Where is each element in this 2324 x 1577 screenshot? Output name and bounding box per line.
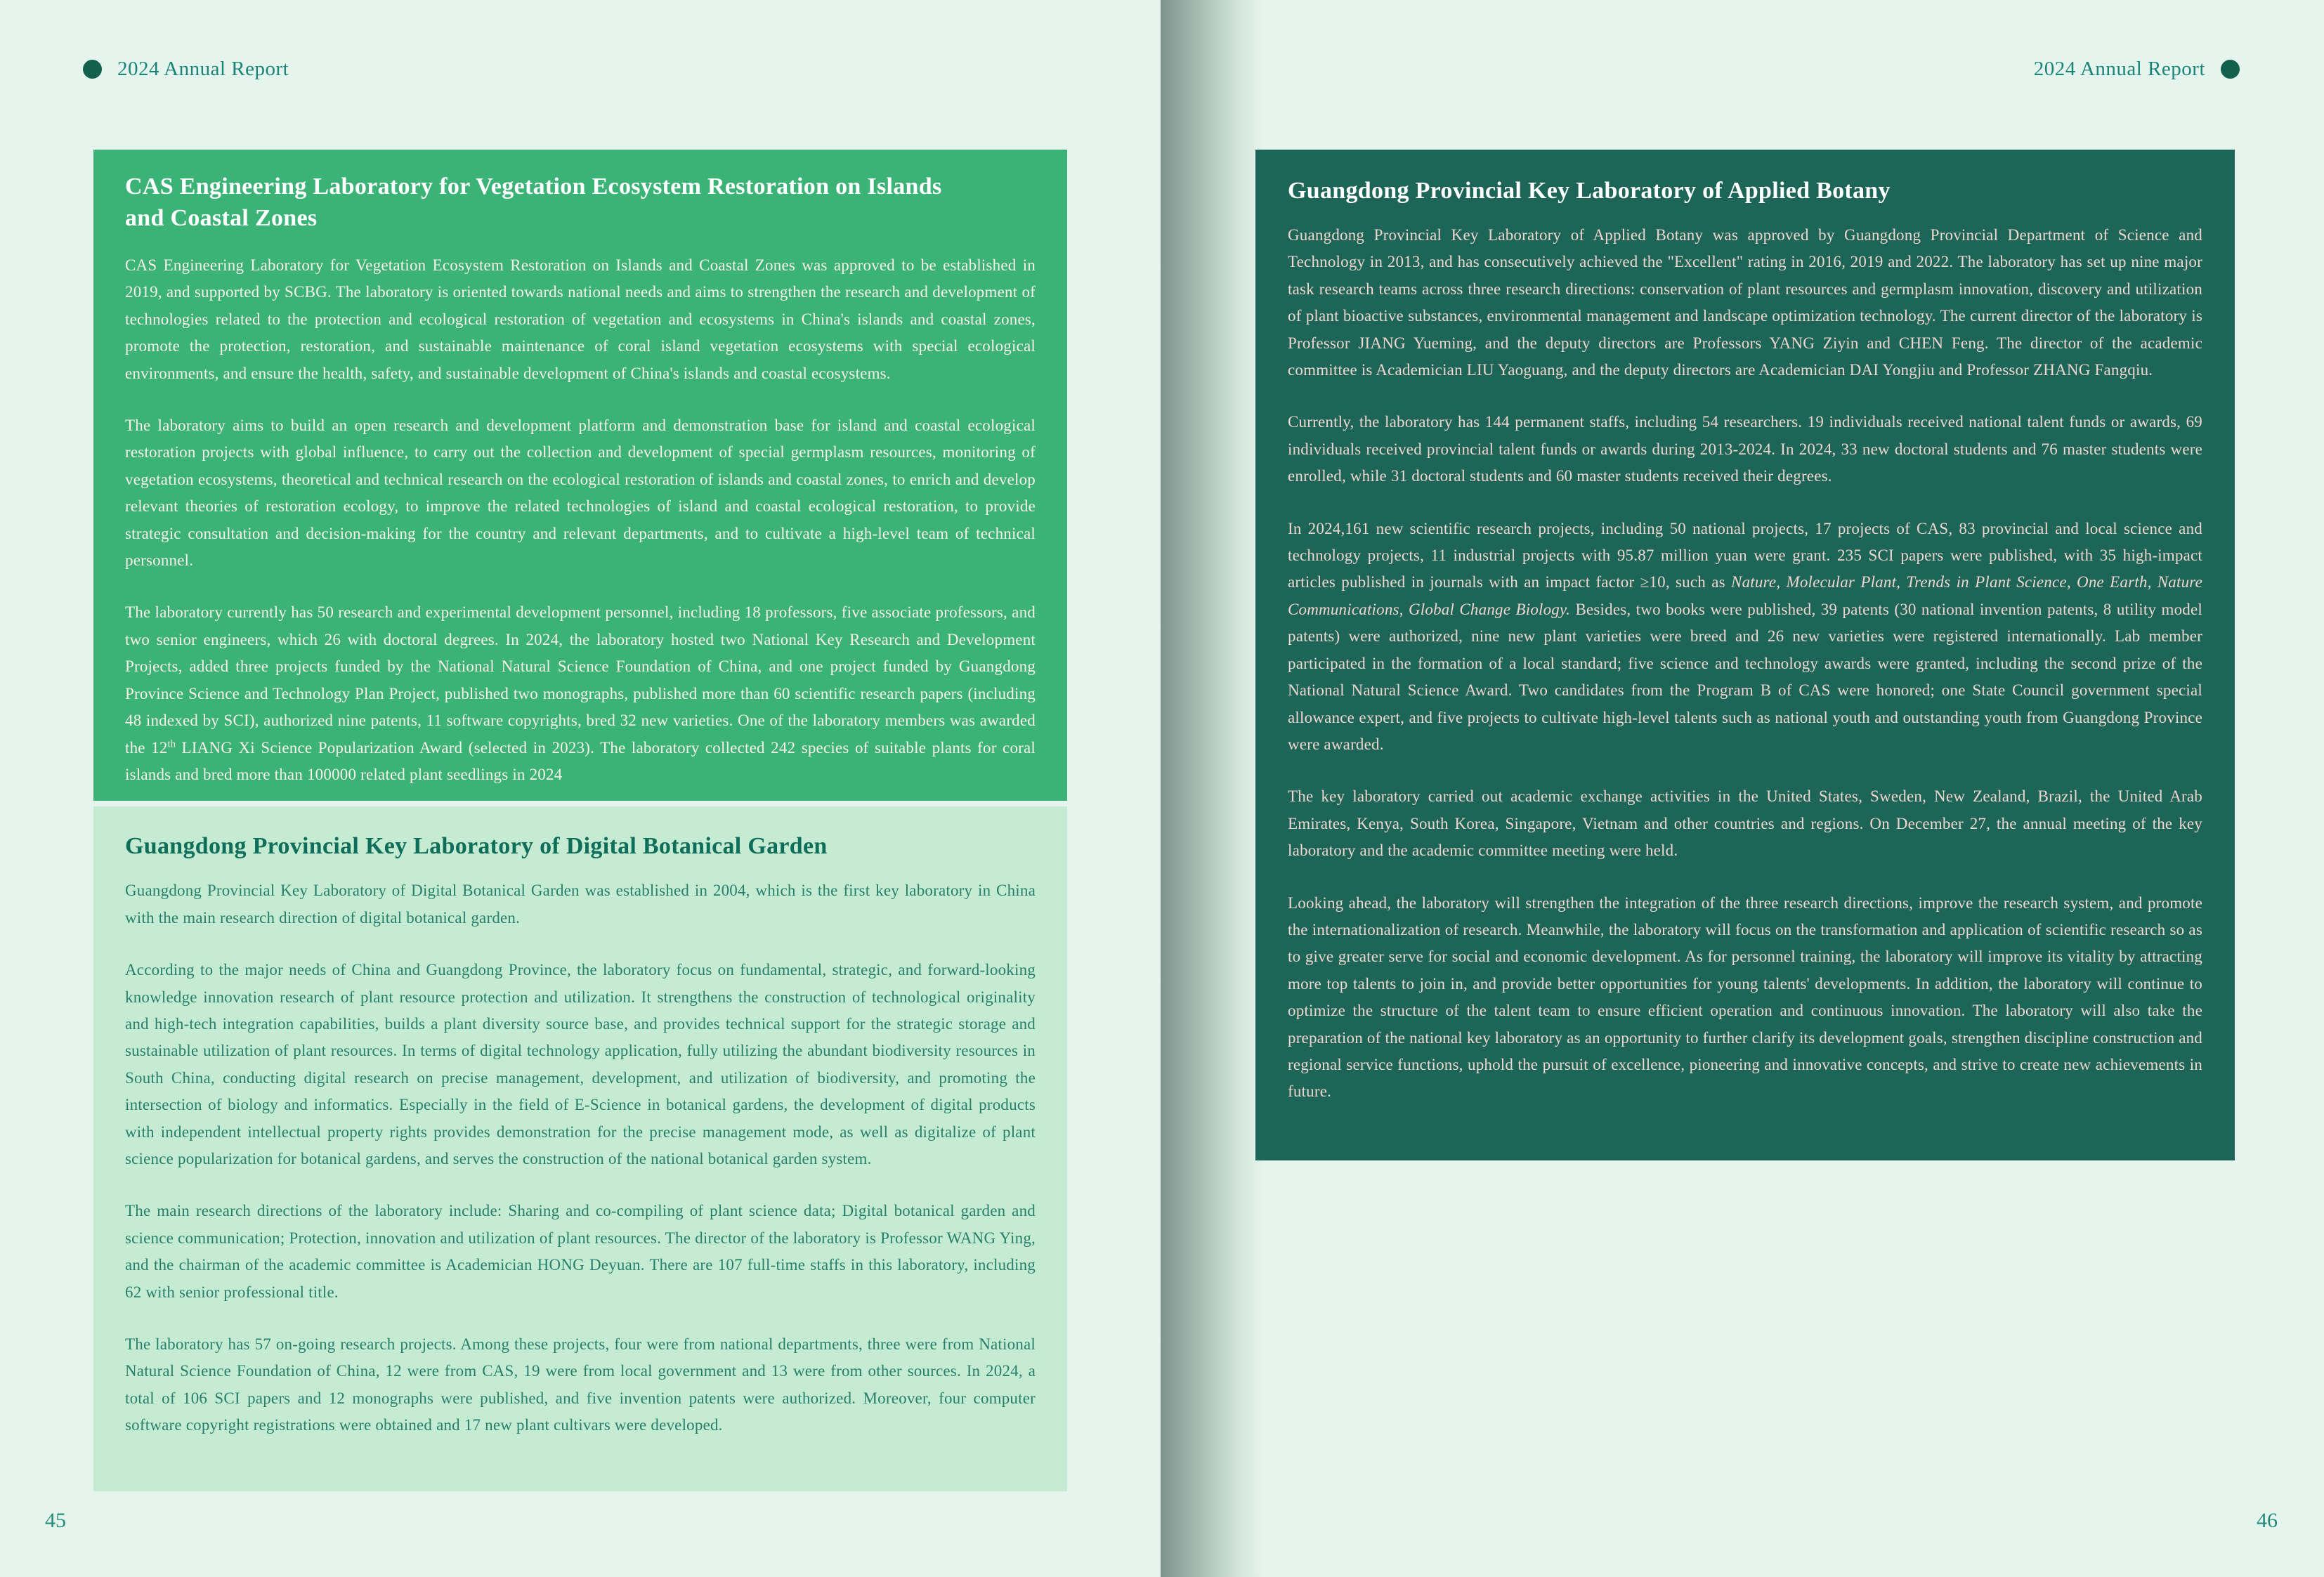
- header-right-title: 2024 Annual Report: [2033, 57, 2205, 80]
- header-left-title: 2024 Annual Report: [117, 57, 289, 80]
- paragraph-text: Besides, two books were published, 39 patents (30 national invention patents, 8 utility model patents) were authorized, nine new plant varieties were breed and 26 new varieties were registered internationally. Lab member participated in the formation of a local standard; five science and technology awards were granted, including the second prize of the National Natural Science Award. Two candidates from the Program B of CAS were honored; one State Council government special allowance expert, and five projects to cultivate high-level talents such as national youth and outstanding youth from Guangdong Province were awarded.: [1288, 600, 2202, 753]
- paragraph: Guangdong Provincial Key Laboratory of Digital Botanical Garden was established in 2004, which is the first key laboratory in China with the main research direction of digital botanical garden.: [125, 882, 1036, 927]
- section-title-line1: CAS Engineering Laboratory for Vegetation Ecosystem Restoration on Islands: [125, 174, 942, 199]
- right-page-column: [1255, 150, 2235, 1160]
- section-title: Guangdong Provincial Key Laboratory of Digital Botanical Garden: [125, 833, 828, 860]
- journal-names-italic: Nature, Molecular Plant, Trends in Plant Science, One Earth, Nature Communications, Global Change Biology.: [1288, 573, 2202, 618]
- paragraph: Looking ahead, the laboratory will strengthen the integration of the three research directions, improve the research system, and promote the internationalization of research. Meanwhile, the laboratory will focus on the transformation and application of scientific research so as to give greater serve for social and economic development. As for personnel training, the laboratory will improve its vitality by attracting more top talents to join in, and provide better opportunities for young talents' developments. In addition, the laboratory will continue to optimize the structure of the talent team to ensure efficient operation and continuous innovation. The laboratory will also take the preparation of the national key laboratory as an opportunity to further clarify its development goals, strengthen discipline construction and regional service functions, uphold the pursuit of excellence, pioneering and innovative concepts, and strive to create new achievements in future.: [1288, 894, 2202, 1101]
- header-right: [2034, 55, 2240, 83]
- paragraph-text: LIANG Xi Science Popularization Award (selected in 2023). The laboratory collected 242 species of suitable plants for coral islands and bred more than 100000 related plant seedlings in 2024: [125, 738, 1036, 783]
- section-applied-botany-laboratory: [1255, 150, 2235, 1160]
- section-title-line2: and Coastal Zones: [125, 205, 318, 231]
- section-title: Guangdong Provincial Key Laboratory of Applied Botany: [1288, 178, 1891, 204]
- paragraph: The main research directions of the laboratory include: Sharing and co-compiling of plant science data; Digital botanical garden and science communication; Protection, innovation and utilization of plant resources. The director of the laboratory is Professor WANG Ying, and the chairman of the academic committee is Academician HONG Deyuan. There are 107 full-time staffs in this laboratory, including 62 with senior professional title.: [125, 1202, 1036, 1301]
- page-number-left: 45: [45, 1509, 66, 1532]
- paragraph-text: The laboratory currently has 50 research and experimental development personnel, including 18 professors, five associate professors, and two senior engineers, which 26 with doctoral degrees. In 2024, the laboratory hosted two National Key Research and Development Projects, added three projects funded by the National Natural Science Foundation of China, and one project funded by Guangdong Province Science and Technology Plan Project, published two monographs, published more than 60 scientific research papers (including 48 indexed by SCI), authorized nine patents, 11 software copyrights, bred 32 new varieties. One of the laboratory members was awarded the 12: [125, 603, 1036, 757]
- section-cas-engineering-laboratory: [93, 150, 1067, 801]
- paragraph: The laboratory has 57 on-going research projects. Among these projects, four were from national departments, three were from National Natural Science Foundation of China, 12 were from CAS, 19 were from local government and 13 were from other sources. In 2024, a total of 106 SCI papers and 12 monographs were published, and five invention patents were authorized. Moreover, four computer software copyright registrations were obtained and 17 new plant cultivars were developed.: [125, 1335, 1036, 1434]
- paragraph: CAS Engineering Laboratory for Vegetation Ecosystem Restoration on Islands and Coastal Zones was approved to be established in 2019, and supported by SCBG. The laboratory is oriented towards national needs and aims to strengthen the research and development of technologies related to the protection and ecological restoration of vegetation and ecosystems in China's islands and coastal zones, promote the protection, restoration, and sustainable maintenance of coral island vegetation ecosystems with special ecological environments, and ensure the health, safety, and sustainable development of China's islands and coastal ecosystems.: [125, 256, 1036, 382]
- ordinal-superscript: th: [167, 738, 176, 750]
- page-number-right: 46: [2257, 1509, 2278, 1532]
- page-gutter-shadow: [1161, 0, 1263, 1577]
- section-title: [125, 171, 1036, 234]
- left-page-column: [93, 150, 1067, 1491]
- paragraph: [125, 599, 1036, 788]
- paragraph: [1288, 516, 2202, 759]
- paragraph-text: In 2024,161 new scientific research projects, including 50 national projects, 17 projects of CAS, 83 provincial and local science and technology projects, 11 industrial projects with 95.87 million yuan were grant. 235 SCI papers were published, with 35 high-impact articles published in journals with an impact factor ≥10, such as: [1288, 519, 2202, 591]
- section-digital-botanical-garden: [93, 806, 1067, 1491]
- header-dot-icon: [2221, 60, 2240, 79]
- paragraph: Currently, the laboratory has 144 permanent staffs, including 54 researchers. 19 individuals received national talent funds or awards, 69 individuals received provincial talent funds or awards during 2013-2024. In 2024, 33 new doctoral students and 76 master students were enrolled, while 31 doctoral students and 60 master students received their degrees.: [1288, 413, 2202, 485]
- header-left: [83, 55, 289, 83]
- header-dot-icon: [83, 60, 102, 79]
- paragraph: The laboratory aims to build an open research and development platform and demonstration base for island and coastal ecological restoration projects with global influence, to carry out the collection and development of special germplasm resources, monitoring of vegetation ecosystems, theoretical and technical research on the ecological restoration of islands and coastal zones, to enrich and develop relevant theories of restoration ecology, to improve the related technologies of island and coastal ecological restoration, to provide strategic consultation and decision-making for the country and relevant departments, and to cultivate a high-level team of technical personnel.: [125, 417, 1036, 570]
- paragraph: The key laboratory carried out academic exchange activities in the United States, Sweden, New Zealand, Brazil, the United Arab Emirates, Kenya, South Korea, Singapore, Vietnam and other countries and regions. On December 27, the annual meeting of the key laboratory and the academic committee meeting were held.: [1288, 787, 2202, 860]
- paragraph: According to the major needs of China and Guangdong Province, the laboratory focus on fundamental, strategic, and forward-looking knowledge innovation research of plant resource protection and utilization. It strengthens the construction of technological originality and high-tech integration capabilities, builds a plant diversity source base, and provides technical support for the strategic storage and sustainable utilization of plant resources. In terms of digital technology application, fully utilizing the abundant biodiversity resources in South China, conducting digital research on precise management, development, and utilization of biodiversity, and promoting the intersection of biology and informatics. Especially in the field of E-Science in botanical gardens, the development of digital products with independent intellectual property rights provides demonstration for the precise management mode, as well as digitalize of plant science popularization for botanical gardens, and serves the construction of the national botanical garden system.: [125, 961, 1036, 1167]
- paragraph: Guangdong Provincial Key Laboratory of Applied Botany was approved by Guangdong Provincial Department of Science and Technology in 2013, and has consecutively achieved the "Excellent" rating in 2016, 2019 and 2022. The laboratory has set up nine major task research teams across three research directions: conservation of plant resources and germplasm innovation, discovery and utilization of plant bioactive substances, environmental management and landscape optimization technology. The current director of the laboratory is Professor JIANG Yueming, and the deputy directors are Professors YANG Ziyin and CHEN Feng. The director of the academic committee is Academician LIU Yaoguang, and the deputy directors are Academician DAI Yongjiu and Professor ZHANG Fangqiu.: [1288, 226, 2202, 379]
